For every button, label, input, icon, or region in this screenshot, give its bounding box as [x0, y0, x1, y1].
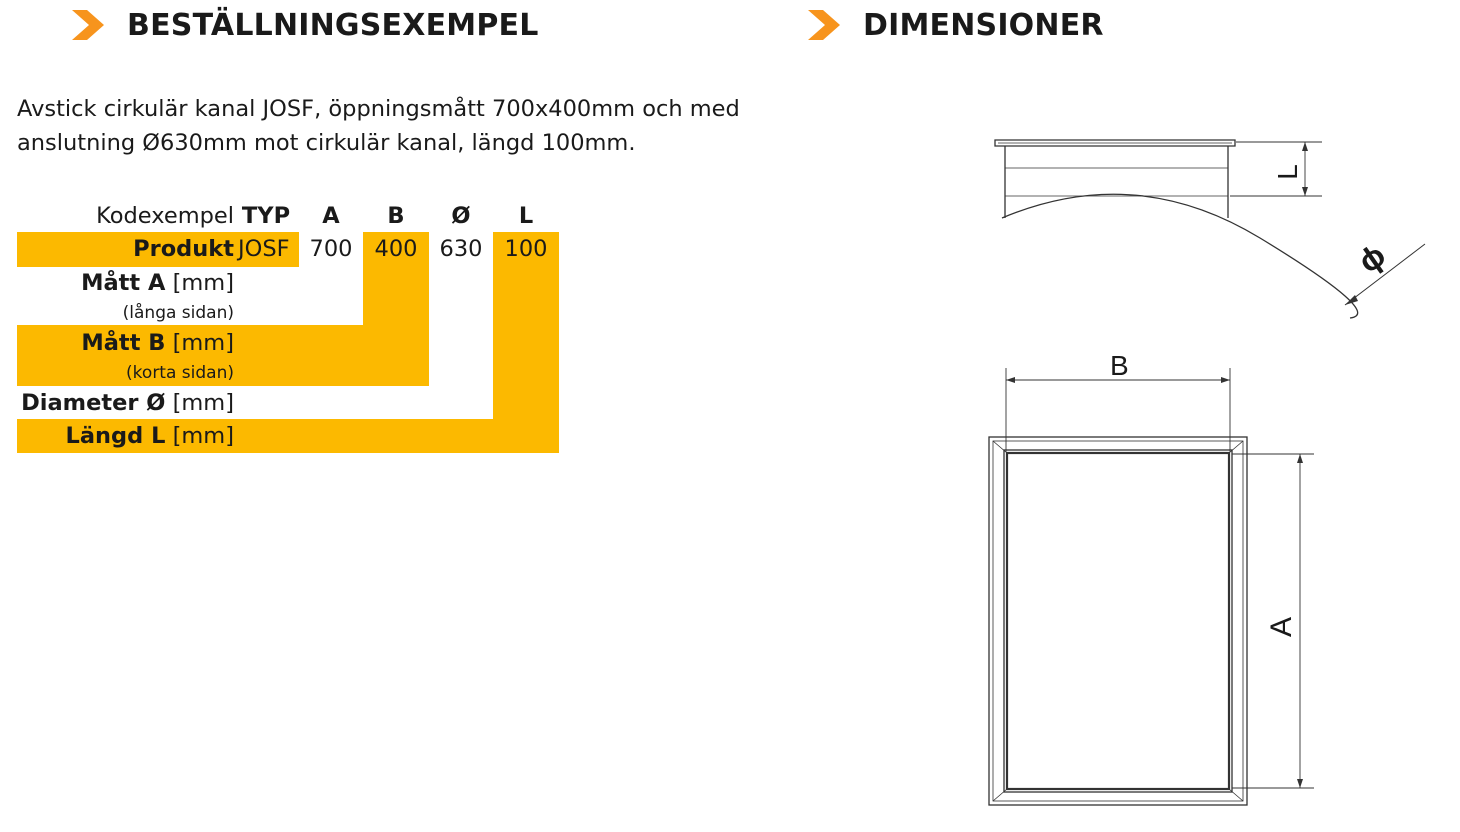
value-b: 400	[374, 236, 418, 262]
side-view-drawing	[960, 120, 1440, 330]
ordering-example-heading: BESTÄLLNINGSEXEMPEL	[127, 8, 539, 43]
dimension-label-a: A	[1265, 616, 1299, 638]
row-label-diameter	[17, 387, 234, 420]
code-example-label: Kodexempel	[96, 203, 234, 229]
column-header-diameter: Ø	[451, 203, 471, 229]
dimension-label-phi: ϕ	[1351, 236, 1392, 280]
dimension-label-l: L	[1271, 164, 1303, 180]
row-unit: [mm]	[172, 423, 234, 449]
dimension-label-b: B	[1110, 350, 1129, 381]
row-name: Mått B	[81, 330, 166, 356]
value-diameter: 630	[439, 236, 483, 262]
product-type-value: JOSF	[238, 236, 290, 262]
front-view-drawing	[980, 360, 1320, 820]
row-unit: [mm]	[172, 270, 234, 296]
chevron-icon	[72, 10, 104, 40]
row-label-length	[17, 420, 234, 453]
row-note-matt-b: (korta sidan)	[126, 363, 234, 383]
row-note-matt-a: (långa sidan)	[122, 303, 234, 323]
row-label-matt-b	[17, 327, 234, 360]
value-a: 700	[309, 236, 353, 262]
column-b-connector	[363, 267, 429, 325]
row-name: Mått A	[81, 270, 166, 296]
row-unit: [mm]	[172, 330, 234, 356]
column-header-b: B	[387, 203, 405, 229]
value-l: 100	[504, 236, 548, 262]
column-header-typ: TYP	[241, 203, 291, 229]
chevron-icon	[808, 10, 840, 40]
column-l-connector	[493, 267, 559, 419]
row-unit: [mm]	[172, 390, 234, 416]
column-header-a: A	[322, 203, 340, 229]
row-name: Längd L	[65, 423, 166, 449]
product-label: Produkt	[133, 236, 234, 262]
row-name: Diameter Ø	[21, 390, 166, 416]
dimensions-heading: DIMENSIONER	[863, 8, 1104, 43]
column-header-l: L	[518, 203, 534, 229]
order-description: Avstick cirkulär kanal JOSF, öppningsmått 700x400mm och med anslutning Ø630mm mot cirkulär kanal, längd 100mm.	[17, 96, 740, 156]
row-label-matt-a	[17, 267, 234, 300]
